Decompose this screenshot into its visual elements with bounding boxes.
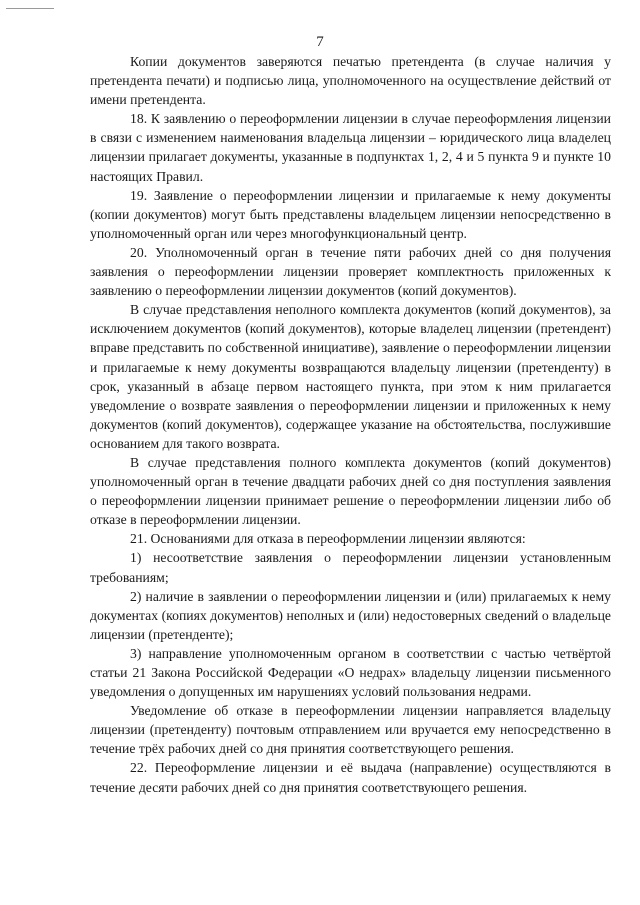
paragraph-item-20: 20. Уполномоченный орган в течение пяти рабочих дней со дня получения заявления о переоформлении лицензии проверяет комплектность приложенных к заявлению о переоформлении лицензии документов (копий документов). <box>90 244 611 299</box>
paragraph-item-21: 21. Основаниями для отказа в переоформлении лицензии являются: <box>130 531 526 547</box>
paragraph-ground-1: 1) несоответствие заявления о переоформлении лицензии установленным требованиям; <box>90 550 611 585</box>
paragraph-refusal-notice: Уведомление об отказе в переоформлении лицензии направляется владельцу лицензии (претенденту) почтовым отправлением или вручается ему непосредственно в течение трёх рабочих дней со дня принятия соответствующего решения. <box>90 703 611 757</box>
paragraph-copies-certification: Копии документов заверяются печатью претендента (в случае наличия у претендента печати) и подписью лица, уполномоченного на осуществление действий от имени претендента. <box>90 54 611 108</box>
paragraph-item-22: 22. Переоформление лицензии и её выдача (направление) осуществляются в течение десяти рабочих дней со дня принятия соответствующего решения. <box>90 760 611 795</box>
paragraph-complete-set: В случае представления полного комплекта документов (копий документов) уполномоченный орган в течение двадцати рабочих дней со дня поступления заявления о переоформлении лицензии принимает решение о переоформлении лицензии либо об отказе в переоформлении лицензии. <box>90 454 611 528</box>
paragraph-ground-3: 3) направление уполномоченным органом в соответствии с частью четвёртой статьи 21 Закона Российской Федерации «О недрах» владельцу лицензии письменного уведомления о допущенных им нарушениях условий пользования недрами. <box>90 645 611 700</box>
paragraph-item-19: 19. Заявление о переоформлении лицензии и прилагаемые к нему документы (копии документов) могут быть представлены владельцем лицензии непосредственно в уполномоченный орган или через многофункциональный центр. <box>90 187 611 241</box>
scan-corner-mark <box>6 8 54 12</box>
document-body <box>90 52 611 797</box>
paragraph-incomplete-set: В случае представления неполного комплекта документов (копий документов), за исключением документов (копий документов), которые владелец лицензии (претендент) вправе представить по собственной инициативе), заявление о переоформлении лицензии и прилагаемые к нему документы возвращаются владельцу лицензии (претенденту) в срок, указанный в абзаце первом настоящего пункта, при этом к ним прилагается уведомление о возврате заявления о переоформлении лицензии и приложенных к нему документов (копий документов), содержащее указание на обстоятельства, послужившие основанием для такого возврата. <box>90 302 611 451</box>
paragraph-item-18: 18. К заявлению о переоформлении лицензии в случае переоформления лицензии в связи с изменением наименования владельца лицензии – юридического лица владелец лицензии прилагает документы, указанные в подпунктах 1, 2, 4 и 5 пункта 9 и пункте 10 настоящих Правил. <box>90 111 611 184</box>
paragraph-ground-2: 2) наличие в заявлении о переоформлении лицензии и (или) прилагаемых к нему документах (копиях документов) неполных и (или) недостоверных сведений о владельце лицензии (претенденте); <box>90 588 611 642</box>
page-number: 7 <box>316 34 324 50</box>
